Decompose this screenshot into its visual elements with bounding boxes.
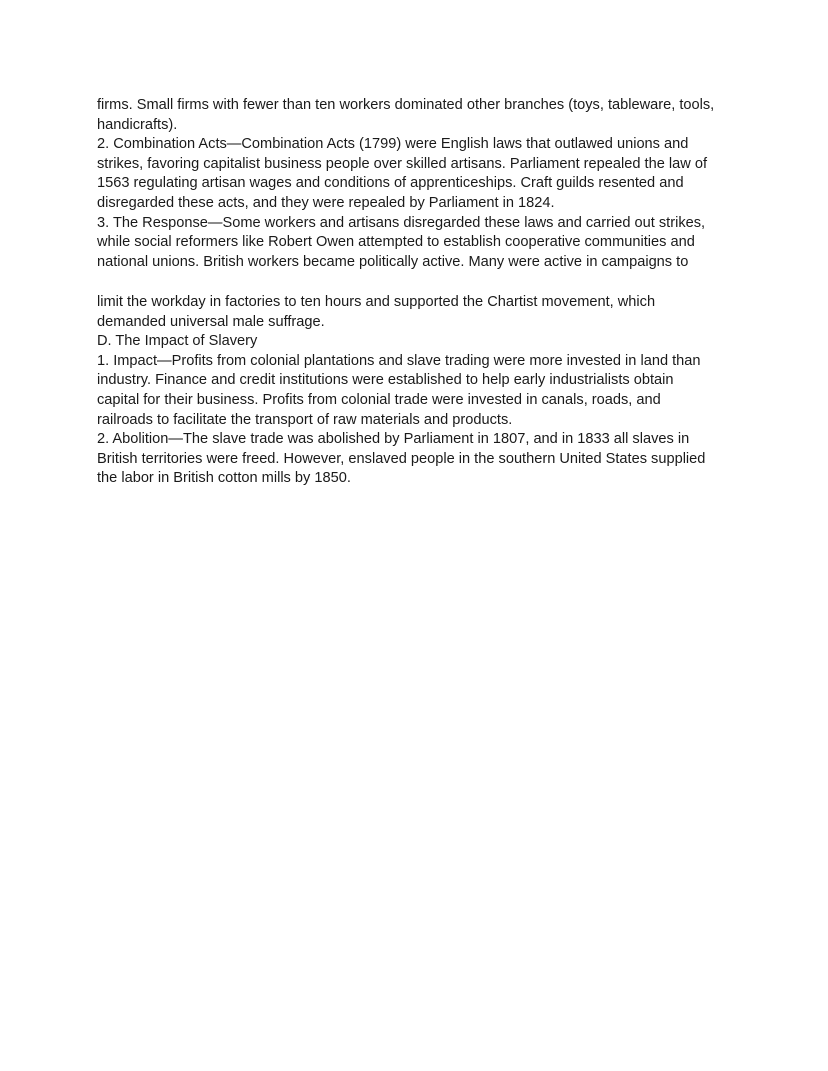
text-block-upper xyxy=(97,96,737,272)
text-line: the labor in British cotton mills by 1850. xyxy=(97,470,351,487)
text-line: national unions. British workers became politically active. Many were active in campaigns to xyxy=(97,253,689,270)
text-line: 1563 regulating artisan wages and conditions of apprenticeships. Craft guilds resented and xyxy=(97,175,684,192)
text-line: railroads to facilitate the transport of raw materials and products. xyxy=(97,411,513,428)
text-line: disregarded these acts, and they were repealed by Parliament in 1824. xyxy=(97,194,555,211)
text-line: industry. Finance and credit institutions were established to help early industrialists obtain xyxy=(97,372,674,389)
text-line: demanded universal male suffrage. xyxy=(97,313,325,330)
text-line: British territories were freed. However, enslaved people in the southern United States supplied xyxy=(97,450,706,467)
text-line: handicrafts). xyxy=(97,116,178,133)
text-line: 2. Abolition—The slave trade was abolished by Parliament in 1807, and in 1833 all slaves in xyxy=(97,431,690,448)
text-block-lower xyxy=(97,293,737,489)
text-line: firms. Small firms with fewer than ten workers dominated other branches (toys, tableware, tools, xyxy=(97,97,715,113)
text-line: strikes, favoring capitalist business people over skilled artisans. Parliament repealed the law of xyxy=(97,155,708,172)
text-line: while social reformers like Robert Owen attempted to establish cooperative communities and xyxy=(97,234,695,251)
text-line: 2. Combination Acts—Combination Acts (1799) were English laws that outlawed unions and xyxy=(97,136,689,153)
text-line: 1. Impact—Profits from colonial plantations and slave trading were more invested in land than xyxy=(97,352,701,369)
text-line: limit the workday in factories to ten hours and supported the Chartist movement, which xyxy=(97,294,656,310)
text-line: 3. The Response—Some workers and artisans disregarded these laws and carried out strikes, xyxy=(97,214,706,231)
text-line: capital for their business. Profits from colonial trade were invested in canals, roads, and xyxy=(97,391,661,408)
section-heading: D. The Impact of Slavery xyxy=(97,333,258,350)
